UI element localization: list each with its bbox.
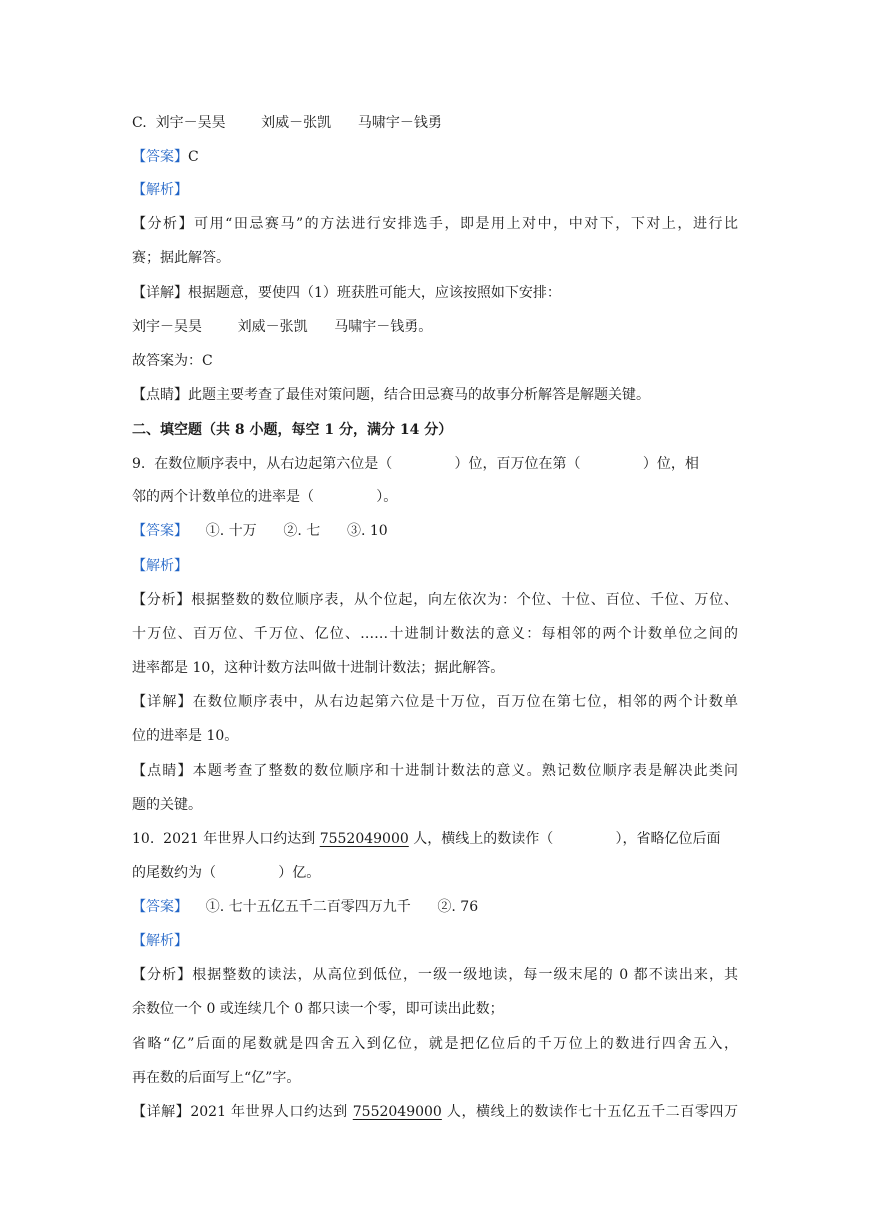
q9-fenxi-line1 <box>132 591 738 609</box>
q9-stem-line2 <box>132 488 397 506</box>
answer-tag: 【答案】 <box>132 899 188 915</box>
q8-jiexi-row <box>132 181 188 199</box>
answer-tag: 【答案】 <box>132 149 188 165</box>
answer-value: C <box>188 149 199 165</box>
xiangjie-text: 故答案为：C <box>132 353 213 369</box>
fenxi-tag: 【分析】 <box>132 592 192 608</box>
xiangjie-pre: 2021 年世界人口约达到 <box>190 1104 353 1120</box>
fenxi-text: 省略“亿”后面的尾数就是四舍五入到亿位，就是把亿位后的千万位上的数进行四舍五入， <box>132 1036 738 1052</box>
answer-value: ①. 十万 ②. 七 ③. 10 <box>188 523 388 539</box>
fenxi-text: 可用“田忌赛马”的方法进行安排选手，即是用上对中，中对下，下对上，进行比 <box>194 216 739 232</box>
q9-dianjing-line2 <box>132 796 202 814</box>
fenxi-text: 进率都是 10，这种计数方法叫做十进制计数法；据此解答。 <box>132 660 505 676</box>
fenxi-text: 余数位一个 0 或连续几个 0 都只读一个零，即可读出此数； <box>132 1001 504 1017</box>
q8-xiangjie-line1 <box>132 284 561 302</box>
dianjing-text: 此题主要考查了最佳对策问题，结合田忌赛马的故事分析解答是解题关键。 <box>188 387 650 403</box>
q10-fenxi-line4 <box>132 1069 300 1087</box>
q8-dianjing-line1 <box>132 386 650 404</box>
fenxi-tag: 【分析】 <box>132 967 193 983</box>
q10-fenxi-line2 <box>132 1000 504 1018</box>
answer-value: ①. 七十五亿五千二百零四万九千 ②. 76 <box>188 899 479 915</box>
xiangjie-tag: 【详解】 <box>132 1104 191 1120</box>
q10-stem-post: 人，横线上的数读作（ ），省略亿位后面 <box>408 831 721 847</box>
q9-xiangjie-line2 <box>132 727 238 745</box>
option-c-text: C. 刘宇－吴昊 刘威－张凯 马啸宇－钱勇 <box>132 115 442 131</box>
xiangjie-number: 7552049000 <box>352 1104 442 1120</box>
fenxi-text: 根据整数的数位顺序表，从个位起，向左依次为：个位、十位、百位、千位、万位、 <box>191 592 739 608</box>
xiangjie-tag: 【详解】 <box>132 694 193 710</box>
q10-xiangjie-line1 <box>132 1103 738 1121</box>
q9-fenxi-line2 <box>132 625 738 643</box>
q9-dianjing-line1 <box>132 762 738 780</box>
fenxi-text: 十万位、百万位、千万位、亿位、……十进制计数法的意义：每相邻的两个计数单位之间的 <box>132 626 738 642</box>
xiangjie-tag: 【详解】 <box>132 285 188 301</box>
fenxi-text: 再在数的后面写上“亿”字。 <box>132 1070 301 1086</box>
q10-fenxi-line1 <box>132 966 738 984</box>
q9-xiangjie-line1 <box>132 693 738 711</box>
dianjing-text: 题的关键。 <box>132 797 202 813</box>
q8-xiangjie-line3 <box>132 352 213 370</box>
q9-jiexi-row <box>132 557 188 575</box>
q10-stem-pre: 10. 2021 年世界人口约达到 <box>132 831 320 847</box>
q8-option-c <box>132 114 442 132</box>
xiangjie-text: 在数位顺序表中，从右边起第六位是十万位，百万位在第七位，相邻的两个计数单 <box>192 694 738 710</box>
jiexi-tag: 【解析】 <box>132 182 188 198</box>
xiangjie-text: 刘宇－吴昊 刘威－张凯 马啸宇－钱勇。 <box>132 319 433 335</box>
xiangjie-text: 位的进率是 10。 <box>132 728 239 744</box>
xiangjie-post: 人，横线上的数读作七十五亿五千二百零四万 <box>441 1104 739 1120</box>
xiangjie-text: 根据题意，要使四（1）班获胜可能大，应该按照如下安排： <box>188 285 561 301</box>
q10-stem-line2 <box>132 864 320 882</box>
dianjing-tag: 【点睛】 <box>132 387 188 403</box>
dianjing-text: 本题考查了整数的数位顺序和十进制计数法的意义。熟记数位顺序表是解决此类问 <box>192 763 738 779</box>
fenxi-text: 根据整数的读法，从高位到低位，一级一级地读，每一级末尾的 0 都不读出来，其 <box>192 967 738 983</box>
q10-stem-line1 <box>132 830 721 848</box>
q10-fenxi-line3 <box>132 1035 738 1053</box>
jiexi-tag: 【解析】 <box>132 933 188 949</box>
q9-stem-text: 邻的两个计数单位的进率是（ ）。 <box>132 489 398 505</box>
q10-stem-number: 7552049000 <box>319 831 409 847</box>
q10-answer-row <box>132 898 478 916</box>
q8-xiangjie-line2 <box>132 318 432 336</box>
fenxi-tag: 【分析】 <box>132 216 195 232</box>
q9-stem-line1 <box>132 455 699 473</box>
fenxi-text: 赛；据此解答。 <box>132 250 230 266</box>
q9-answer-row <box>132 522 388 540</box>
q9-stem-text: 9. 在数位顺序表中，从右边起第六位是（ ）位，百万位在第（ ）位，相 <box>132 456 699 472</box>
answer-tag: 【答案】 <box>132 523 188 539</box>
q10-stem-text: 的尾数约为（ ）亿。 <box>132 865 321 881</box>
q8-fenxi-line2 <box>132 249 230 267</box>
q9-fenxi-line3 <box>132 659 504 677</box>
jiexi-tag: 【解析】 <box>132 558 188 574</box>
section-heading-text: 二、填空题（共 8 小题，每空 1 分，满分 14 分） <box>132 422 453 438</box>
q8-fenxi-line1 <box>132 215 738 233</box>
dianjing-tag: 【点睛】 <box>132 763 193 779</box>
q8-answer-row <box>132 148 199 166</box>
q10-jiexi-row <box>132 932 188 950</box>
section-heading <box>132 421 452 439</box>
